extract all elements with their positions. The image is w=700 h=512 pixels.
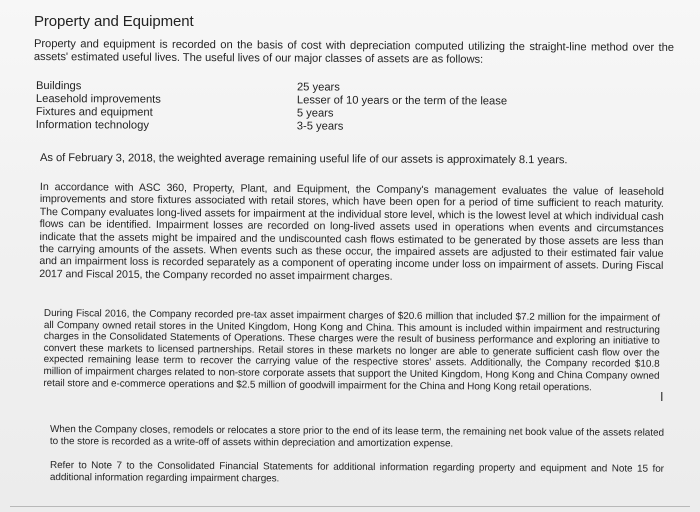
note-reference-paragraph: Refer to Note 7 to the Consolidated Financial Statements for additional information regarding property and equipment and Note 15 for additional information regarding impairment charges.: [49, 460, 664, 484]
asset-life-value: 5 years: [296, 107, 334, 120]
useful-life-row-information-technology: [36, 119, 556, 135]
bottom-divider: [10, 506, 690, 507]
text-cursor-icon: I: [660, 390, 664, 404]
asset-life-value: 25 years: [296, 81, 340, 94]
asset-class-label: Fixtures and equipment: [35, 105, 153, 119]
intro-paragraph: Property and equipment is recorded on the basis of cost with depreciation computed utilizing the straight-line method over the assets' estimated useful lives. The useful lives of our major classes of assets are as follows:: [33, 38, 674, 66]
asset-class-label: Information technology: [35, 118, 149, 132]
asset-life-value: 3-5 years: [296, 120, 344, 133]
impairment-policy-paragraph: In accordance with ASC 360, Property, Plant, and Equipment, the Company's management evaluates the value of leasehold improvements and store fixtures associated with retail stores, which have been open for a period of time sufficient to reach maturity. The Company evaluates long-lived assets for impairment at the individual store level, which is the lowest level at which individual cash flows can be identified. Impairment losses are recorded on long-lived assets used in operations when events and circumstances indicate that the assets might be impaired and the undiscounted cash flows estimated to be generated by those assets are less than the carrying amounts of the assets. When events such as these occur, the impaired assets are adjusted to their estimated fair value and an impairment loss is recorded separately as a component of operating income under loss on impairment of assets. During Fiscal 2017 and Fiscal 2015, the Company recorded no asset impairment charges.: [39, 181, 664, 283]
asset-life-value: Lesser of 10 years or the term of the lease: [296, 94, 508, 108]
asset-class-label: Leasehold improvements: [35, 92, 161, 106]
section-title: Property and Equipment: [34, 13, 194, 30]
weighted-average-life-paragraph: As of February 3, 2018, the weighted average remaining useful life of our assets is approximately 8.1 years.: [39, 152, 568, 167]
store-closure-paragraph: When the Company closes, remodels or relocates a store prior to the end of its lease term, the remaining net book value of the assets related to the store is recorded as a write-off of assets within depreciation and amortization expense.: [49, 424, 664, 450]
useful-lives-table: [36, 80, 556, 135]
fiscal-2016-impairment-paragraph: During Fiscal 2016, the Company recorded pre-tax asset impairment charges of $20.6 million that included $7.2 million for the impairment of all Company owned retail stores in the United Kingdom, Hong Kong and China. This amount is included within impairment and restructuring charges in the Consolidated Statements of Operations. These charges were the result of business performance and exploring an initiative to convert these markets to licensed partnerships. Retail stores in these markets no longer are able to generate sufficient cash flow over the expected remaining lease term to recover the carrying value of the respective stores' assets. Additionally, the Company recorded $10.8 million of impairment charges related to non-store corporate assets that support the United Kingdom, Hong Kong and China Company owned retail store and e-commerce operations and $2.5 million of goodwill impairment for the China and Hong Kong retail operations.: [43, 308, 660, 393]
asset-class-label: Buildings: [35, 80, 82, 93]
